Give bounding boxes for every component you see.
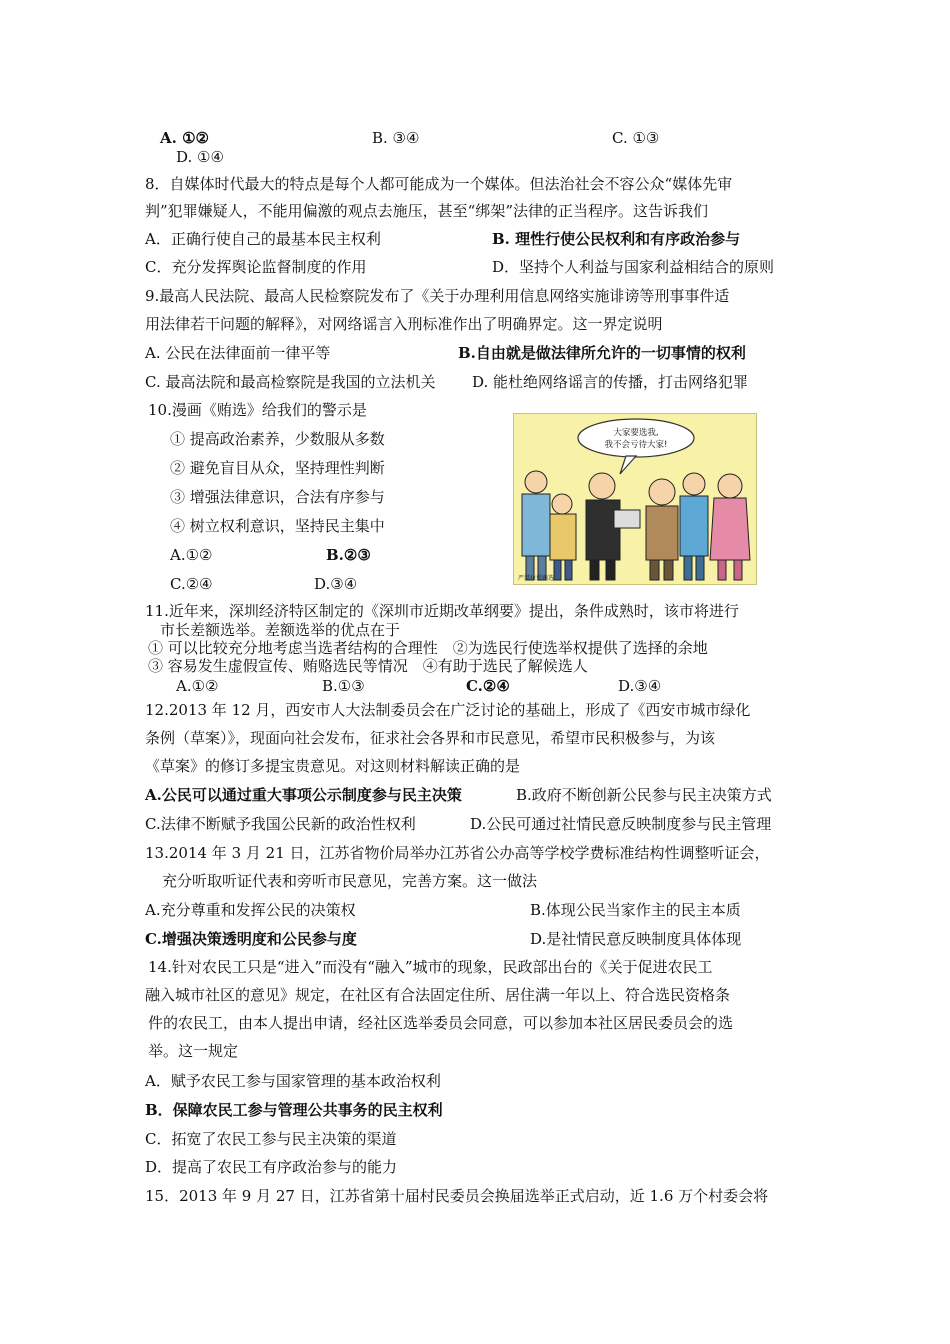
q11-stem-line2: 市长差额选举。差额选举的优点在于: [160, 621, 401, 639]
q10-item-1: ① 提高政治素养，少数服从多数: [170, 430, 385, 448]
q13-option-b: B.体现公民当家作主的民主本质: [530, 901, 741, 919]
q13-option-d: D.是社情民意反映制度具体体现: [530, 930, 742, 948]
q7-option-a: A. ①②: [160, 129, 209, 147]
cartoon-bubble-line1: 大家要选我,: [613, 428, 659, 438]
cartoon-caption: 严禁拉票贿选: [518, 575, 555, 582]
q9-option-c: C. 最高法院和最高检察院是我国的立法机关: [145, 373, 436, 391]
q14-stem-line2: 融入城市社区的意见》规定，在社区有合法固定住所、居住满一年以上、符合选民资格条: [145, 986, 731, 1004]
q12-option-b: B.政府不断创新公民参与民主决策方式: [516, 786, 772, 804]
q14-stem-line1: 14.针对农民工只是“进入”而没有“融入”城市的现象，民政部出台的《关于促进农民工: [148, 958, 713, 976]
q9-option-d: D. 能杜绝网络谣言的传播，打击网络犯罪: [472, 373, 749, 391]
q10-item-4: ④ 树立权利意识，坚持民主集中: [170, 517, 385, 535]
q15-stem-line1: 15．2013 年 9 月 27 日，江苏省第十届村民委员会换届选举正式启动，近 1.6 万个村委会将: [145, 1187, 769, 1205]
q11-option-d: D.③④: [618, 677, 662, 695]
q12-option-c: C.法律不断赋予我国公民新的政治性权利: [145, 815, 416, 833]
q11-option-b: B.①③: [322, 677, 365, 695]
q12-option-a: A.公民可以通过重大事项公示制度参与民主决策: [145, 786, 462, 804]
q14-option-c: C．拓宽了农民工参与民主决策的渠道: [145, 1130, 397, 1148]
q11-items-3-4: ③ 容易发生虚假宣传、贿赂选民等情况 ④有助于选民了解候选人: [148, 657, 588, 675]
q9-stem-line1: 9.最高人民法院、最高人民检察院发布了《关于办理利用信息网络实施诽谤等刑事事件适: [145, 287, 730, 305]
q12-stem-line2: 条例（草案）》，现面向社会发布，征求社会各界和市民意见，希望市民积极参与，为该: [145, 729, 716, 747]
q7-option-c: C. ①③: [612, 129, 660, 147]
cartoon-illustration: [514, 414, 756, 584]
q13-option-c: C.增强决策透明度和公民参与度: [145, 930, 357, 948]
q10-option-d: D.③④: [314, 575, 358, 593]
q13-option-a: A.充分尊重和发挥公民的决策权: [145, 901, 356, 919]
q9-option-b: B.自由就是做法律所允许的一切事情的权利: [458, 344, 746, 362]
q14-option-d: D．提高了农民工有序政治参与的能力: [145, 1158, 398, 1176]
q12-stem-line1: 12.2013 年 12 月，西安市人大法制委员会在广泛讨论的基础上，形成了《西安市城市绿化: [145, 701, 751, 719]
q9-stem-line2: 用法律若干问题的解释》，对网络谣言入刑标准作出了明确界定。这一界定说明: [145, 315, 663, 333]
q8-option-a: A．正确行使自己的最基本民主权利: [145, 230, 381, 248]
q12-stem-line3: 《草案》的修订多提宝贵意见。对这则材料解读正确的是: [145, 757, 521, 775]
q8-option-c: C．充分发挥舆论监督制度的作用: [145, 258, 367, 276]
q8-stem-line1: 8．自媒体时代最大的特点是每个人都可能成为一个媒体。但法治社会不容公众“媒体先审: [145, 175, 733, 193]
q14-stem-line4: 举。这一规定: [148, 1042, 239, 1060]
q14-option-a: A．赋予农民工参与国家管理的基本政治权利: [145, 1072, 441, 1090]
q12-option-d: D.公民可通过社情民意反映制度参与民主管理: [470, 815, 772, 833]
cartoon-bubble-line2: 我不会亏待大家!: [604, 440, 668, 450]
q11-option-a: A.①②: [176, 677, 219, 695]
q10-option-c: C.②④: [170, 575, 213, 593]
q10-option-b: B.②③: [326, 546, 371, 564]
q14-option-b: B．保障农民工参与管理公共事务的民主权利: [145, 1101, 443, 1119]
q13-stem-line2: 充分听取听证代表和旁听市民意见，完善方案。这一做法: [162, 872, 538, 890]
q9-option-a: A. 公民在法律面前一律平等: [145, 344, 331, 362]
q11-stem-line1: 11.近年来，深圳经济特区制定的《深圳市近期改革纲要》提出，条件成熟时，该市将进行: [145, 602, 739, 620]
q10-item-2: ② 避免盲目从众，坚持理性判断: [170, 459, 385, 477]
q10-item-3: ③ 增强法律意识，合法有序参与: [170, 488, 385, 506]
q10-stem: 10.漫画《贿选》给我们的警示是: [148, 401, 367, 419]
q8-option-d: D．坚持个人利益与国家利益相结合的原则: [492, 258, 775, 276]
q7-option-b: B. ③④: [372, 129, 420, 147]
q11-option-c: C.②④: [466, 677, 510, 695]
bribery-cartoon: [513, 413, 757, 585]
q13-stem-line1: 13.2014 年 3 月 21 日，江苏省物价局举办江苏省公办高等学校学费标准结构性调整听证会，: [145, 844, 770, 862]
q10-option-a: A.①②: [170, 546, 213, 564]
q8-stem-line2: 判”犯罪嫌疑人，不能用偏激的观点去施压，甚至“绑架”法律的正当程序。这告诉我们: [145, 202, 709, 220]
q7-option-d: D. ①④: [176, 148, 224, 166]
q14-stem-line3: 件的农民工，由本人提出申请，经社区选举委员会同意，可以参加本社区居民委员会的选: [148, 1014, 734, 1032]
q8-option-b: B. 理性行使公民权利和有序政治参与: [492, 230, 741, 248]
q11-items-1-2: ① 可以比较充分地考虑当选者结构的合理性 ②为选民行使选举权提供了选择的余地: [148, 639, 708, 657]
